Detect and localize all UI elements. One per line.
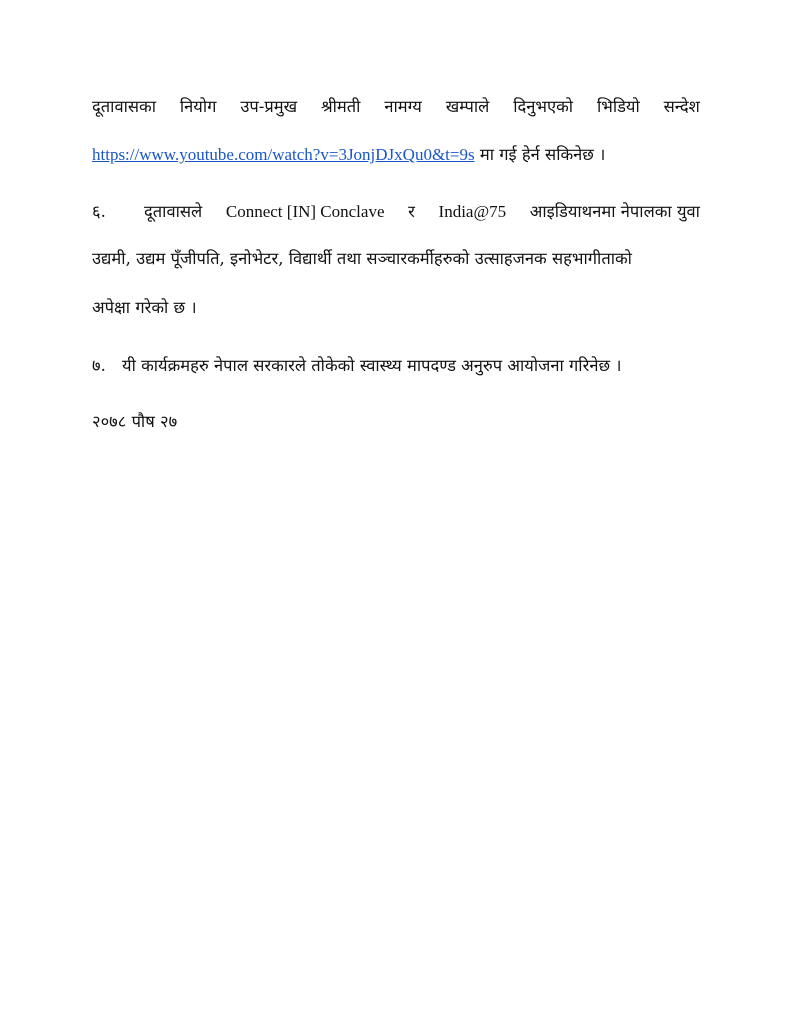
video-paragraph-word: नियोग bbox=[179, 97, 217, 116]
video-paragraph-word: खम्पाले bbox=[445, 97, 490, 116]
paragraph-6-ideathon: आइडियाथनमा नेपालका युवा bbox=[529, 202, 700, 221]
paragraph-6-line-1-content bbox=[144, 200, 700, 224]
video-paragraph-line-1 bbox=[92, 95, 700, 119]
document-date: २०७८ पौष २७ bbox=[92, 412, 178, 431]
paragraph-6-word-embassy: दूतावासले bbox=[144, 202, 203, 221]
youtube-link[interactable]: https://www.youtube.com/watch?v=3JonjDJxQu0&t=9s bbox=[92, 145, 475, 164]
video-paragraph-word: नामग्य bbox=[384, 97, 422, 116]
video-paragraph-word: दूतावासका bbox=[92, 97, 156, 116]
paragraph-6-india75: India@75 bbox=[438, 202, 507, 221]
paragraph-6-connect-conclave: Connect [IN] Conclave bbox=[225, 202, 385, 221]
video-paragraph-suffix: मा गई हेर्न सकिनेछ । bbox=[474, 145, 606, 164]
video-paragraph-word: उप-प्रमुख bbox=[240, 97, 298, 116]
video-paragraph-word: सन्देश bbox=[663, 97, 700, 116]
paragraph-6-line-1 bbox=[92, 200, 700, 224]
video-paragraph-word: श्रीमती bbox=[320, 97, 361, 116]
video-paragraph-line-2 bbox=[92, 143, 700, 167]
video-paragraph-word: दिनुभएको bbox=[513, 97, 574, 116]
paragraph-7-text: यी कार्यक्रमहरु नेपाल सरकारले तोकेको स्वास्थ्य मापदण्ड अनुरुप आयोजना गरिनेछ । bbox=[122, 356, 622, 375]
paragraph-7 bbox=[92, 354, 700, 378]
paragraph-6-word-and: र bbox=[408, 202, 415, 221]
paragraph-7-number: ७. bbox=[92, 356, 106, 375]
paragraph-6-number: ६. bbox=[92, 202, 106, 221]
paragraph-6-line-3: अपेक्षा गरेको छ । bbox=[92, 298, 197, 317]
video-paragraph-word: भिडियो bbox=[596, 97, 640, 116]
paragraph-6-line-2: उद्यमी, उद्यम पूँजीपति, इनोभेटर, विद्यार्थी तथा सञ्चारकर्मीहरुको उत्साहजनक सहभागीताको bbox=[92, 249, 632, 268]
